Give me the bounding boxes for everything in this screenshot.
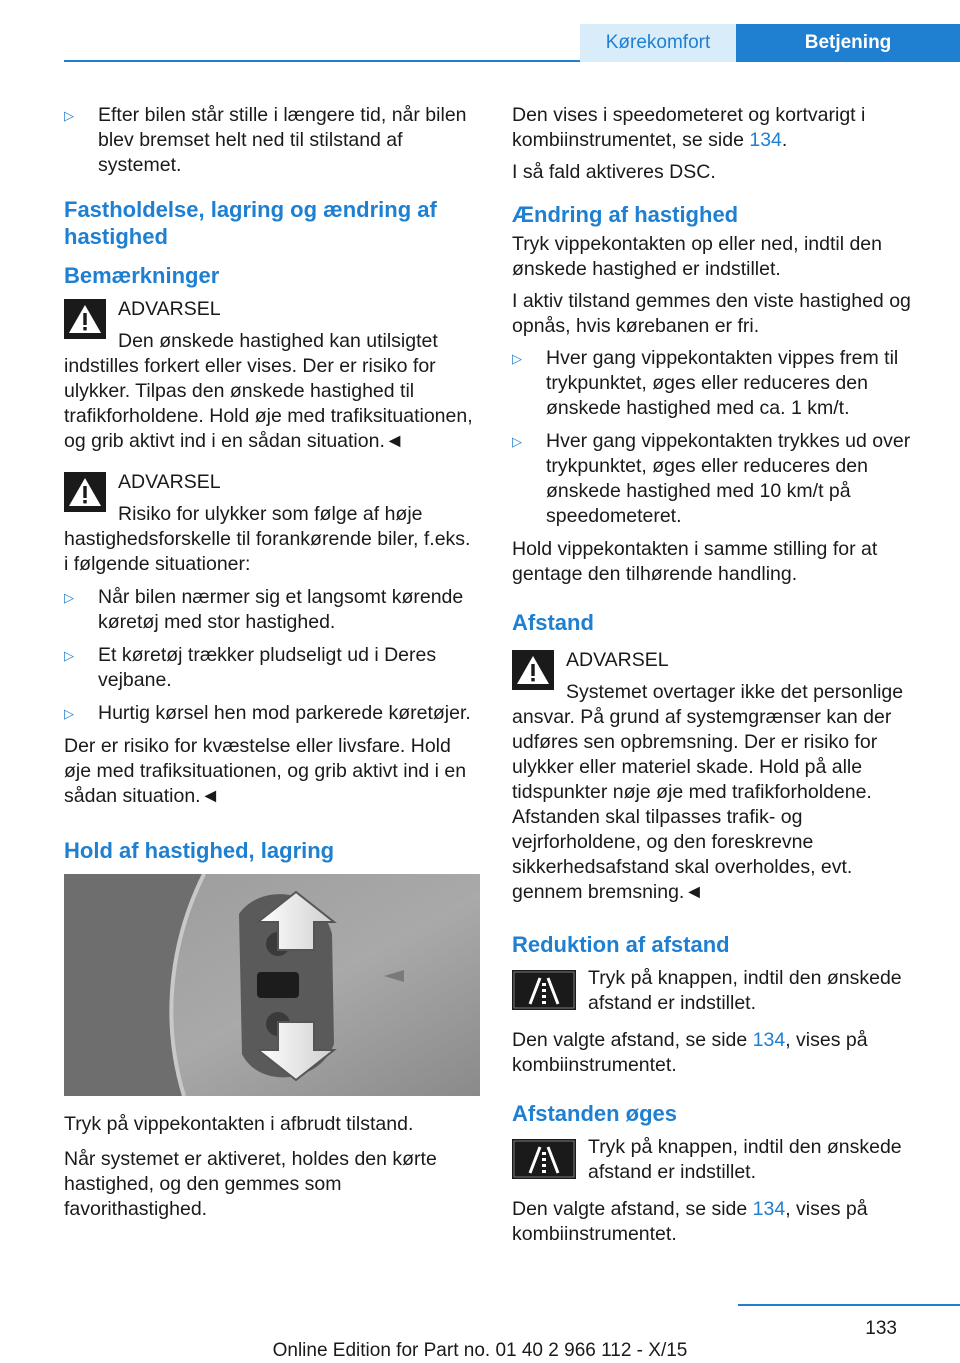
button-instruction bbox=[512, 966, 926, 1016]
footer-rule bbox=[738, 1304, 960, 1306]
button-instruction-text: Tryk på knappen, indtil den ønskede afstand er indstillet. bbox=[588, 1136, 902, 1183]
warning-text: Den ønskede hastighed kan utilsigtet indstilles forkert eller vises. Der er risiko for ulykker. Tilpas den ønskede hastighed til trafikforholdene. Hold øje med trafiksituationen, og grib aktivt ind i en sådan situation.◄ bbox=[64, 330, 473, 452]
header-tab-section[interactable]: Betjening bbox=[736, 24, 960, 62]
distance-button-icon bbox=[512, 1139, 576, 1179]
warning-title: ADVARSEL bbox=[118, 471, 221, 493]
warning-box bbox=[64, 470, 480, 577]
button-instruction-text: Tryk på knappen, indtil den ønskede afstand er indstillet. bbox=[588, 967, 902, 1014]
paragraph: I så fald aktiveres DSC. bbox=[512, 161, 716, 183]
triangle-right-icon: ▷ bbox=[64, 108, 74, 123]
triangle-right-icon: ▷ bbox=[64, 590, 74, 605]
warning-triangle-icon bbox=[512, 650, 554, 690]
paragraph: Den valgte afstand, se side 134, vises på kombiinstrumentet. bbox=[512, 1029, 868, 1076]
list-item: ▷ Når bilen nærmer sig et langsomt kørende køretøj med stor hastighed. bbox=[64, 586, 464, 633]
steering-wheel-rocker-switch-image bbox=[64, 874, 480, 1096]
paragraph: Tryk vippekontakten op eller ned, indtil den ønskede hastighed er indstillet. bbox=[512, 233, 882, 280]
triangle-right-icon: ▷ bbox=[512, 434, 522, 449]
subsection-heading-change: Ændring af hastighed bbox=[512, 202, 739, 227]
right-column bbox=[512, 103, 926, 1254]
warning-text: Risiko for ulykker som følge af høje hastighedsforskelle til forankørende biler, f.eks. i følgende situationer: bbox=[64, 503, 471, 575]
warning-title: ADVARSEL bbox=[118, 298, 221, 320]
list-item: ▷ Hurtig kørsel hen mod parkerede køretøjer. bbox=[64, 702, 471, 724]
distance-button-icon bbox=[512, 970, 576, 1010]
paragraph: I aktiv tilstand gemmes den viste hastighed og opnås, hvis kørebanen er fri. bbox=[512, 290, 911, 337]
list-item: ▷ Hver gang vippekontakten trykkes ud over trykpunktet, øges eller reduceres den ønskede hastighed med 10 km/t på speedometeret. bbox=[512, 430, 911, 527]
triangle-right-icon: ▷ bbox=[64, 648, 74, 663]
paragraph: Når systemet er aktiveret, holdes den kørte hastighed, og den gemmes som favorithastighed. bbox=[64, 1148, 437, 1220]
warning-triangle-icon bbox=[64, 299, 106, 339]
section-heading: Fastholdelse, lagring og ændring af hastighed bbox=[64, 197, 437, 249]
list-item: ▷ Hver gang vippekontakten vippes frem til trykpunktet, øges eller reduceres den ønskede hastighed med ca. 1 km/t. bbox=[512, 347, 899, 419]
warning-triangle-icon bbox=[64, 472, 106, 512]
button-instruction bbox=[512, 1135, 926, 1185]
warning-box bbox=[512, 648, 926, 905]
list-item: ▷ Efter bilen står stille i længere tid, når bilen blev bremset helt ned til stilstand af systemet. bbox=[64, 104, 467, 176]
subsection-heading-hold: Hold af hastighed, lagring bbox=[64, 838, 335, 863]
subsection-heading-notes: Bemærkninger bbox=[64, 263, 220, 288]
section-heading-distance: Afstand bbox=[512, 610, 594, 635]
triangle-right-icon: ▷ bbox=[64, 706, 74, 721]
footer-edition: Online Edition for Part no. 01 40 2 966 112 - X/15 bbox=[272, 1340, 688, 1361]
page-link[interactable]: 134 bbox=[749, 129, 782, 151]
paragraph: Den valgte afstand, se side 134, vises på kombiinstrumentet. bbox=[512, 1198, 868, 1245]
page-link[interactable]: 134 bbox=[752, 1198, 786, 1220]
paragraph: Hold vippekontakten i samme stilling for at gentage den tilhørende handling. bbox=[512, 538, 878, 585]
paragraph: Den vises i speedometeret og kortvarigt i kombiinstrumentet, se side 134. bbox=[512, 104, 866, 151]
warning-end-text: Der er risiko for kvæstelse eller livsfare. Hold øje med trafiksituationen, og grib aktivt ind i en sådan situation.◄ bbox=[64, 735, 467, 807]
subsection-heading-reduce: Reduktion af afstand bbox=[512, 932, 730, 957]
left-column bbox=[64, 103, 480, 1229]
header-tab-chapter[interactable]: Kørekomfort bbox=[580, 24, 736, 62]
page-link[interactable]: 134 bbox=[752, 1029, 786, 1051]
list-item: ▷ Et køretøj trækker pludseligt ud i Deres vejbane. bbox=[64, 644, 437, 691]
warning-box bbox=[64, 297, 480, 454]
warning-text: Systemet overtager ikke det personlige ansvar. På grund af systemgrænser kan der udføres sen opbremsning. Der er risiko for ulykker eller materiel skade. Hold på alle tidspunkter nøje øje med trafikforholdene. Afstanden skal tilpasses trafik- og vejrforholdene, og den foreskrevne sikkerhedsafstand skal overholdes, evt. gennem bremsning.◄ bbox=[512, 681, 904, 903]
page-number: 133 bbox=[865, 1318, 897, 1339]
image-caption: Tryk på vippekontakten i afbrudt tilstand. bbox=[64, 1113, 414, 1135]
warning-title: ADVARSEL bbox=[566, 649, 669, 671]
subsection-heading-increase: Afstanden øges bbox=[512, 1101, 678, 1126]
triangle-right-icon: ▷ bbox=[512, 351, 522, 366]
